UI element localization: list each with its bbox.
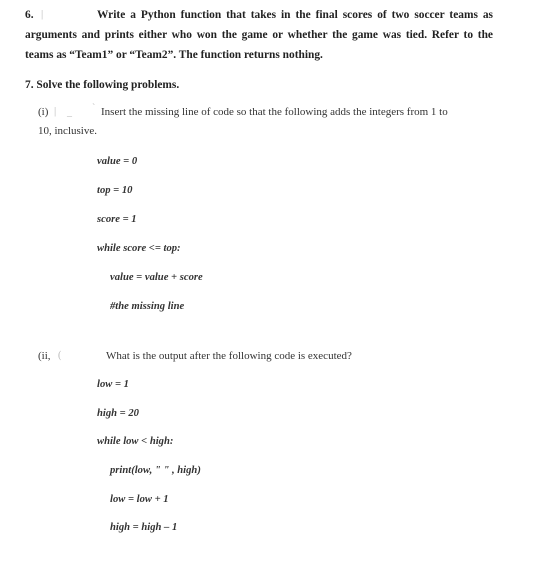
code-line: high = high – 1 bbox=[110, 522, 178, 533]
code-line: high = 20 bbox=[97, 408, 139, 419]
q7-heading: 7. Solve the following problems. bbox=[25, 79, 180, 91]
margin-mark: ` bbox=[92, 103, 96, 114]
code-line: score = 1 bbox=[97, 214, 137, 225]
q6-line-3: teams as “Team1” or “Team2”. The function returns nothing. bbox=[25, 49, 323, 61]
margin-mark: | bbox=[41, 8, 44, 20]
q6-line-1: Write a Python function that takes in the final scores of two soccer teams as bbox=[97, 9, 493, 21]
q6-number: 6. bbox=[25, 9, 34, 21]
code-line: value = value + score bbox=[110, 272, 203, 283]
code-line: low = low + 1 bbox=[110, 494, 169, 505]
part-ii-prompt: What is the output after the following code is executed? bbox=[106, 350, 352, 362]
part-i-label: (i) bbox=[38, 106, 49, 118]
part-i-line-1: Insert the missing line of code so that the following adds the integers from 1 to bbox=[101, 106, 448, 118]
part-ii-label: (ii, bbox=[38, 350, 51, 362]
code-line: #the missing line bbox=[110, 301, 185, 312]
margin-mark: ( bbox=[58, 350, 62, 361]
code-line: while low < high: bbox=[97, 436, 174, 447]
code-line: while score <= top: bbox=[97, 243, 181, 254]
q6-line-2: arguments and prints either who won the game or whether the game was tied. Refer to the bbox=[25, 29, 493, 41]
part-i-line-2: 10, inclusive. bbox=[38, 125, 97, 137]
margin-mark: | bbox=[54, 105, 57, 117]
code-line: print(low, " " , high) bbox=[110, 465, 201, 476]
code-line: value = 0 bbox=[97, 156, 138, 167]
code-line: top = 10 bbox=[97, 185, 133, 196]
code-line: low = 1 bbox=[97, 379, 129, 390]
margin-mark: _ bbox=[67, 107, 72, 118]
